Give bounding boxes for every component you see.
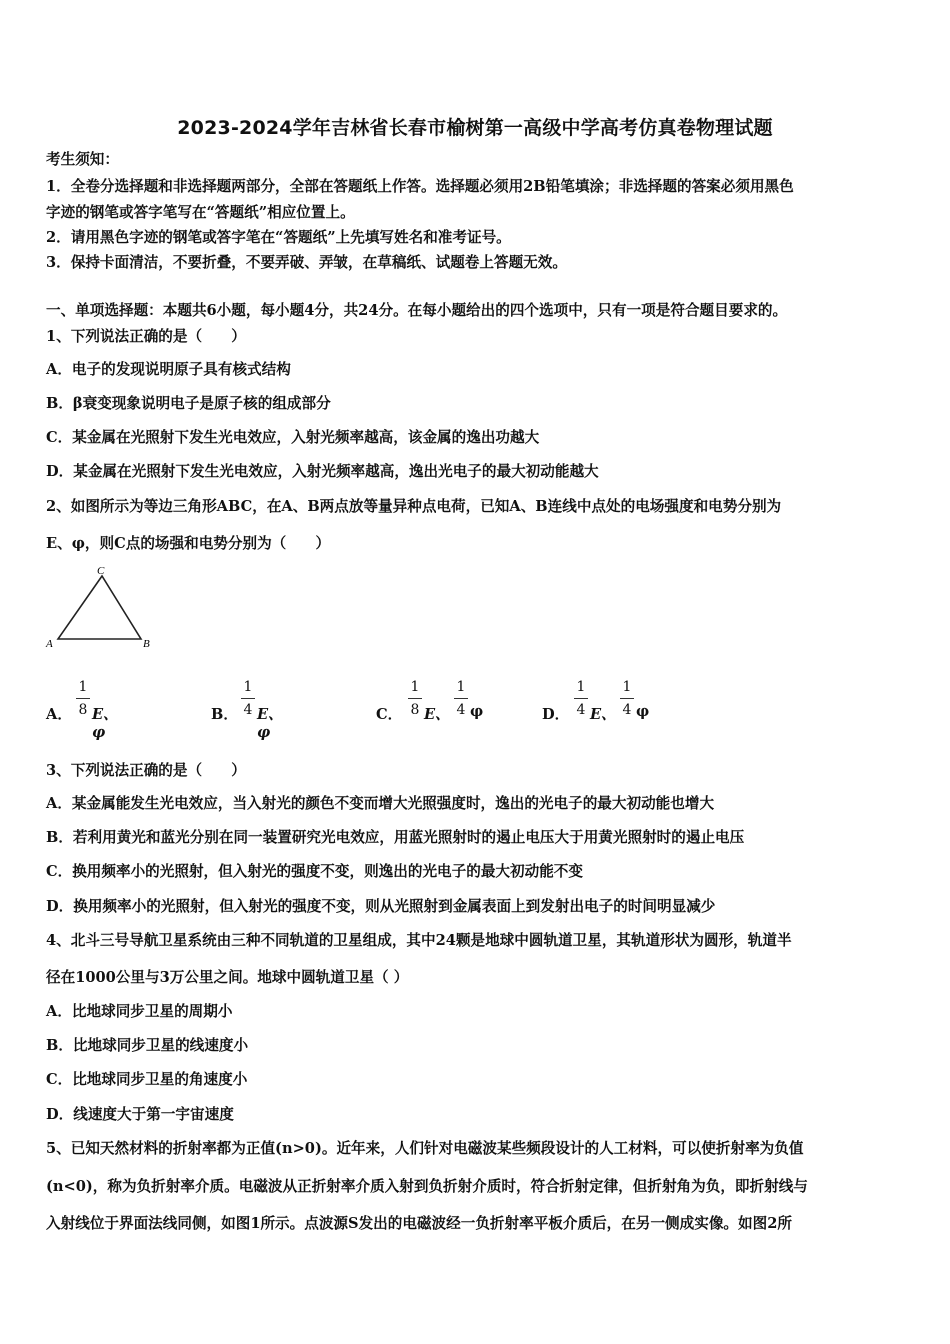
fraction — [574, 676, 588, 721]
q5-stem-3: 入射线位于界面法线同侧，如图1所示。点波源S发出的电磁波经一负折射率平板介质后，在另一侧成实像。如图2所 — [46, 1215, 792, 1232]
numerator: 1 — [456, 679, 466, 695]
q2-options — [46, 676, 746, 741]
q3-option-d: D．换用频率小的光照射，但入射光的强度不变，则从光照射到金属表面上到发射出电子的时间明显减少 — [46, 898, 716, 915]
q1-stem: 1、下列说法正确的是（ ） — [46, 328, 246, 345]
option-label: B． — [211, 706, 238, 723]
vertex-label-a: A — [46, 638, 53, 650]
q1-option-c: C．某金属在光照射下发生光电效应，入射光频率越高，该金属的逸出功越大 — [46, 429, 540, 446]
q4-stem-1: 4、北斗三号导航卫星系统由三种不同轨道的卫星组成，其中24颗是地球中圆轨道卫星，其轨道形状为圆形，轨道半 — [46, 932, 792, 949]
vertex-label-c: C — [97, 565, 105, 577]
q4-option-d: D．线速度大于第一宇宙速度 — [46, 1106, 234, 1123]
option-label: A． — [46, 706, 72, 723]
q2-stem-2: E、φ，则C点的场强和电势分别为（ ） — [46, 535, 331, 552]
notice-line-3: 3．保持卡面清洁，不要折叠，不要弄破、弄皱，在草稿纸、试题卷上答题无效。 — [46, 254, 567, 271]
triangle-abc — [58, 576, 141, 639]
denominator: 4 — [454, 698, 468, 721]
q1-option-a: A．电子的发现说明原子具有核式结构 — [46, 361, 291, 378]
q1-option-b: B．β衰变现象说明电子是原子核的组成部分 — [46, 395, 331, 412]
notice-line-2: 2．请用黑色字迹的钢笔或答字笔在“答题纸”上先填写姓名和准考证号。 — [46, 229, 511, 246]
denominator: 8 — [408, 698, 422, 721]
q3-option-c: C．换用频率小的光照射，但入射光的强度不变，则逸出的光电子的最大初动能不变 — [46, 863, 583, 880]
option-text: E、φ — [92, 706, 118, 741]
fraction — [454, 676, 468, 721]
q2-stem-1: 2、如图所示为等边三角形ABC，在A、B两点放等量异种点电荷，已知A、B连线中点处的电场强度和电势分别为 — [46, 498, 782, 515]
option-label: D． — [542, 706, 570, 723]
fraction — [241, 676, 255, 721]
option-text: E、φ — [257, 706, 283, 741]
numerator: 1 — [576, 679, 586, 695]
numerator: 1 — [622, 679, 632, 695]
q4-option-c: C．比地球同步卫星的角速度小 — [46, 1071, 248, 1088]
q4-option-a: A．比地球同步卫星的周期小 — [46, 1003, 233, 1020]
fraction — [620, 676, 634, 721]
q4-option-b: B．比地球同步卫星的线速度小 — [46, 1037, 249, 1054]
denominator: 4 — [574, 698, 588, 721]
q1-option-d: D．某金属在光照射下发生光电效应，入射光频率越高，逸出光电子的最大初动能越大 — [46, 463, 599, 480]
notice-line-1b: 字迹的钢笔或答字笔写在“答题纸”相应位置上。 — [46, 204, 355, 221]
section-heading: 一、单项选择题：本题共6小题，每小题4分，共24分。在每小题给出的四个选项中，只有一项是符合题目要求的。 — [46, 302, 788, 319]
numerator: 1 — [78, 679, 88, 695]
option-text: E、 — [590, 706, 616, 723]
q5-stem-2: (n<0)，称为负折射率介质。电磁波从正折射率介质入射到负折射介质时，符合折射定律，但折射角为负，即折射线与 — [46, 1178, 808, 1195]
notice-heading: 考生须知： — [46, 151, 119, 168]
option-text: φ — [470, 703, 484, 720]
numerator: 1 — [410, 679, 420, 695]
q4-stem-2: 径在1000公里与3万公里之间。地球中圆轨道卫星（ ） — [46, 969, 409, 986]
numerator: 1 — [243, 679, 253, 695]
denominator: 4 — [241, 698, 255, 721]
vertex-label-b: B — [143, 638, 150, 650]
fraction — [408, 676, 422, 721]
q3-option-b: B．若利用黄光和蓝光分别在同一装置研究光电效应，用蓝光照射时的遏止电压大于用黄光照射时的遏止电压 — [46, 829, 745, 846]
triangle-figure — [40, 560, 170, 655]
notice-line-1a: 1．全卷分选择题和非选择题两部分，全部在答题纸上作答。选择题必须用2B铅笔填涂；非选择题的答案必须用黑色 — [46, 178, 794, 195]
option-text: E、 — [424, 706, 450, 723]
q5-stem-1: 5、已知天然材料的折射率都为正值(n>0)。近年来，人们针对电磁波某些频段设计的人工材料，可以使折射率为负值 — [46, 1140, 804, 1157]
page-title: 2023-2024学年吉林省长春市榆树第一高级中学高考仿真卷物理试题 — [177, 117, 773, 139]
denominator: 8 — [76, 698, 90, 721]
option-text: φ — [636, 703, 650, 720]
denominator: 4 — [620, 698, 634, 721]
fraction — [76, 676, 90, 721]
option-label: C． — [376, 706, 403, 723]
q3-option-a: A．某金属能发生光电效应，当入射光的颜色不变而增大光照强度时，逸出的光电子的最大初动能也增大 — [46, 795, 715, 812]
q3-stem: 3、下列说法正确的是（ ） — [46, 762, 246, 779]
